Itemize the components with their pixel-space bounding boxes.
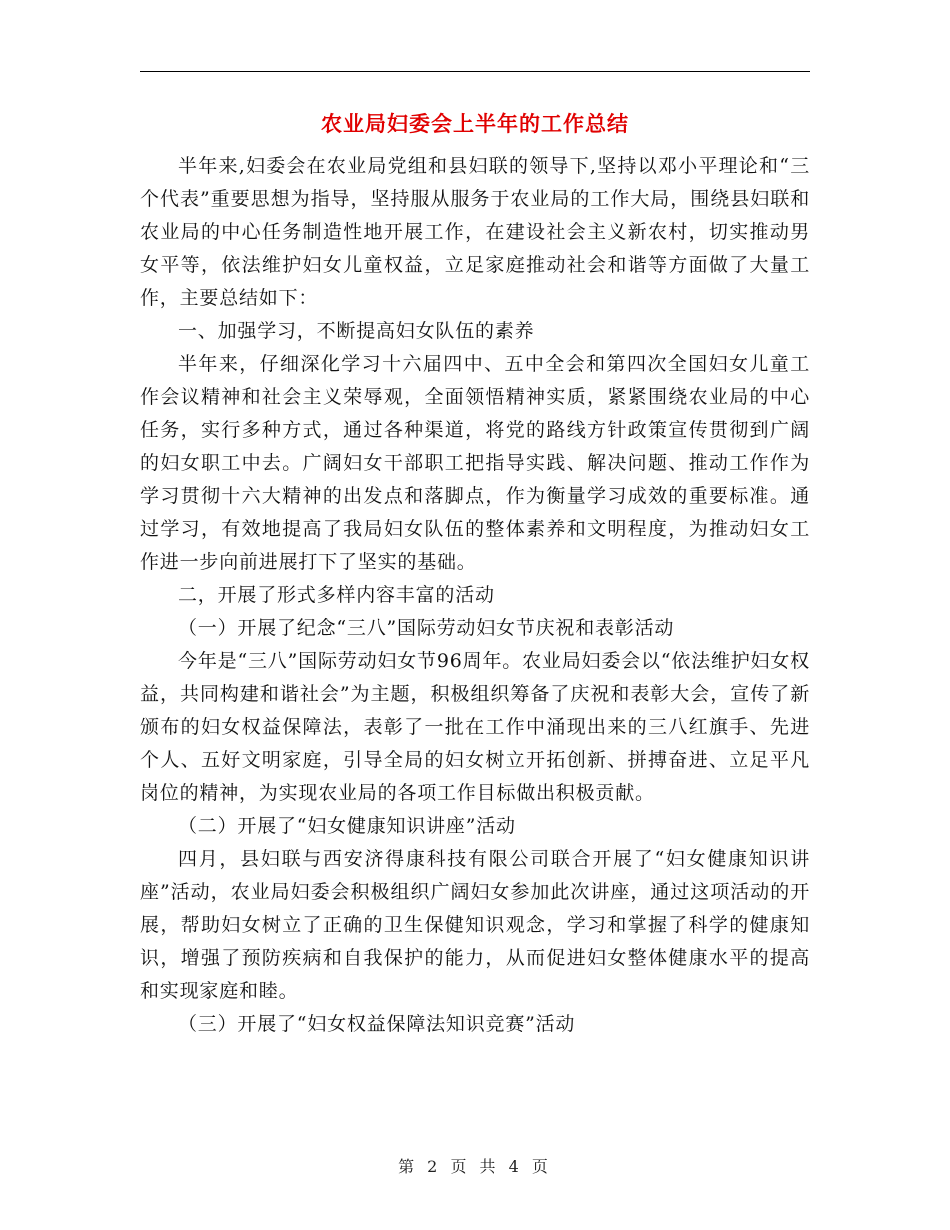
paragraph-health-lecture: 四月，县妇联与西安济得康科技有限公司联合开展了“妇女健康知识讲座”活动，农业局妇委会积极组织广阔妇女参加此次讲座，通过这项活动的开展，帮助妇女树立了正确的卫生保健知识观念，学习和掌握了科学的健康知识，增强了预防疾病和自我保护的能力，从而促进妇女整体健康水平的提高和实现家庭和睦。 — [140, 848, 810, 1002]
subsection-heading-3: （三）开展了“妇女权益保障法知识竞赛”活动 — [178, 1013, 576, 1035]
section-heading-1: 一、加强学习，不断提高妇女队伍的素养 — [178, 320, 535, 342]
subsection-heading-2: （二）开展了“妇女健康知识讲座”活动 — [178, 815, 516, 837]
document-title: 农业局妇委会上半年的工作总结 — [321, 112, 629, 136]
page-number-footer: 第 2 页 共 4 页 — [398, 1157, 552, 1176]
paragraph-study: 半年来，仔细深化学习十六届四中、五中全会和第四次全国妇女儿童工作会议精神和社会主义荣辱观，全面领悟精神实质，紧紧围绕农业局的中心任务，实行多种方式，通过各种渠道，将党的路线方针政策宣传贯彻到广阔的妇女职工中去。广阔妇女干部职工把指导实践、解决问题、推动工作作为学习贯彻十六大精神的出发点和落脚点，作为衡量学习成效的重要标准。通过学习，有效地提高了我局妇女队伍的整体素养和文明程度，为推动妇女工作进一步向前进展打下了坚实的基础。 — [140, 353, 810, 573]
header-rule — [140, 71, 810, 72]
subsection-heading-1: （一）开展了纪念“三八”国际劳动妇女节庆祝和表彰活动 — [178, 617, 675, 639]
paragraph-womens-day: 今年是“三八”国际劳动妇女节96周年。农业局妇委会以“依法维护妇女权益，共同构建和谐社会”为主题，积极组织筹备了庆祝和表彰大会，宣传了新颁布的妇女权益保障法，表彰了一批在工作中涌现出来的三八红旗手、先进个人、五好文明家庭，引导全局的妇女树立开拓创新、拼搏奋进、立足平凡岗位的精神，为实现农业局的各项工作目标做出积极贡献。 — [140, 650, 810, 804]
section-heading-2: 二，开展了形式多样内容丰富的活动 — [178, 584, 495, 606]
document-body — [140, 150, 810, 1041]
paragraph-intro: 半年来,妇委会在农业局党组和县妇联的领导下,坚持以邓小平理论和“三个代表”重要思想为指导，坚持服从服务于农业局的工作大局，围绕县妇联和农业局的中心任务制造性地开展工作，在建设社会主义新农村，切实推动男女平等，依法维护妇女儿童权益，立足家庭推动社会和谐等方面做了大量工作，主要总结如下： — [140, 155, 810, 309]
